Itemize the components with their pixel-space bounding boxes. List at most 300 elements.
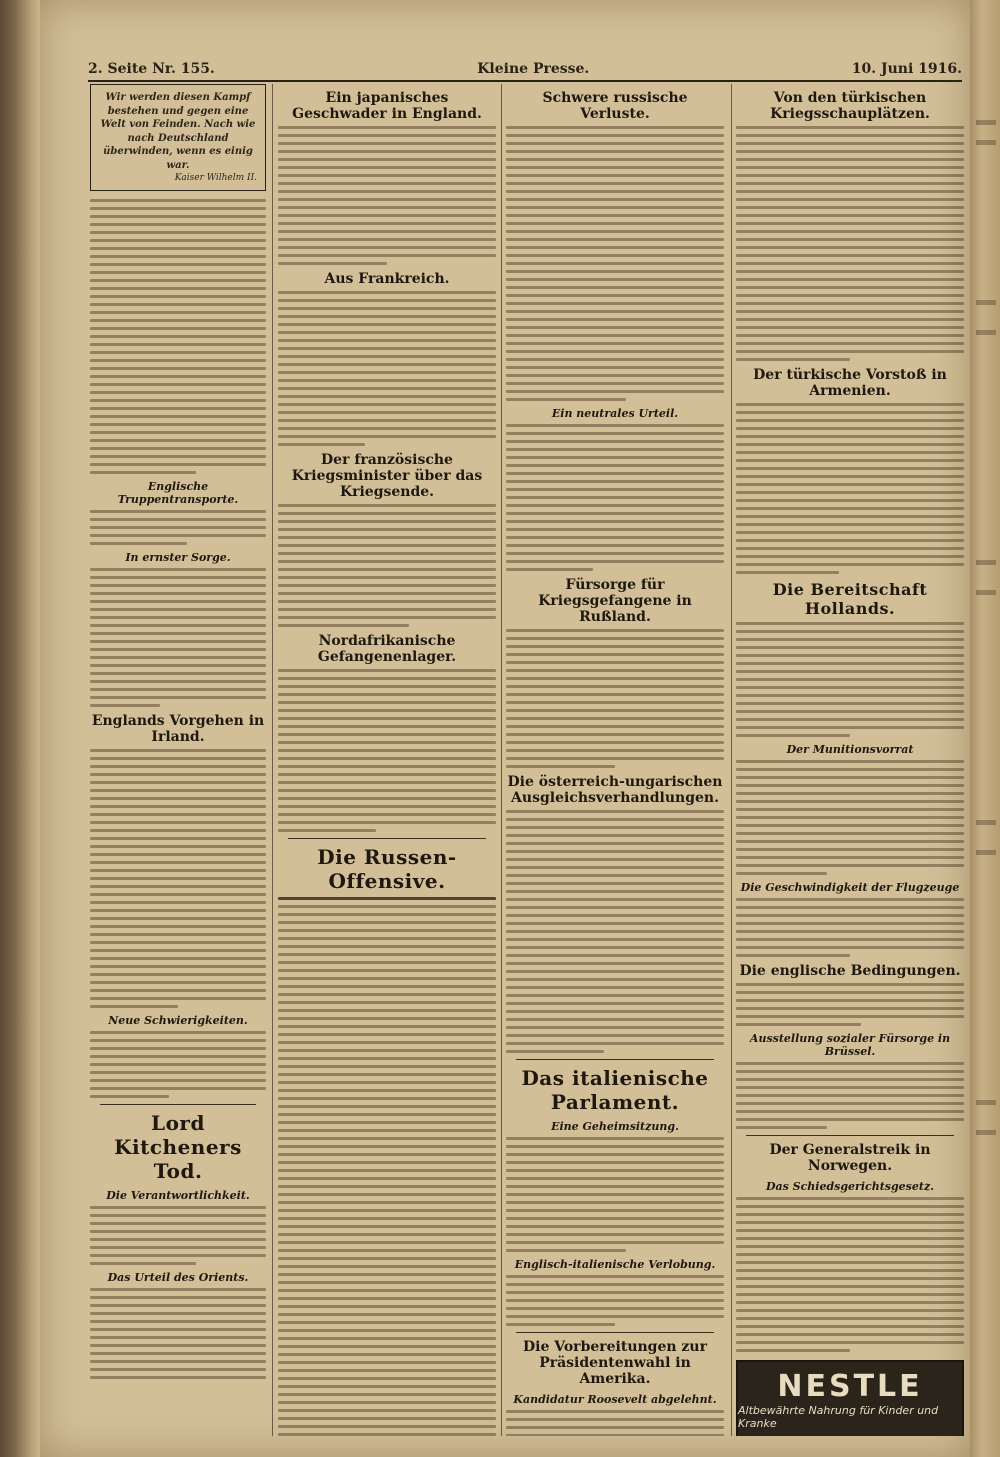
page-number: 2. Seite Nr. 155.	[88, 61, 215, 77]
text-line	[736, 1126, 827, 1129]
text-line	[90, 933, 266, 936]
article-subheadline: Die Verantwortlichkeit.	[106, 1189, 250, 1203]
text-line	[90, 797, 266, 800]
text-line	[90, 861, 266, 864]
text-line	[90, 957, 266, 960]
text-line	[90, 901, 266, 904]
text-line	[90, 813, 266, 816]
text-line	[736, 467, 964, 470]
text-line	[506, 472, 724, 475]
text-line	[278, 1065, 496, 1068]
text-line	[736, 491, 964, 494]
quote-box	[90, 84, 266, 191]
article-headline: Englische Truppentransporte.	[117, 480, 239, 507]
text-line	[90, 949, 266, 952]
text-line	[278, 1425, 496, 1428]
text-line	[736, 638, 964, 641]
text-line	[90, 510, 266, 513]
text-line	[278, 789, 496, 792]
text-line	[736, 678, 964, 681]
text-line	[90, 263, 266, 266]
text-line	[278, 821, 496, 824]
text-line	[90, 965, 266, 968]
book-binding	[0, 0, 40, 1457]
text-line	[278, 805, 496, 808]
article-body	[736, 1062, 964, 1129]
text-line	[278, 584, 496, 587]
text-line	[506, 382, 724, 385]
text-line	[736, 563, 964, 566]
text-line	[278, 1433, 496, 1436]
text-line	[278, 693, 496, 696]
article-headline: Die Russen-Offensive.	[317, 845, 457, 893]
text-line	[278, 1185, 496, 1188]
article-body	[278, 291, 496, 446]
text-line	[506, 1153, 724, 1156]
text-line	[506, 954, 724, 957]
text-line	[736, 768, 964, 771]
text-line	[90, 295, 266, 298]
article-body	[736, 403, 964, 574]
text-line	[278, 387, 496, 390]
text-line	[90, 600, 266, 603]
text-line	[506, 637, 724, 640]
text-line	[278, 150, 496, 153]
text-line	[736, 726, 964, 729]
text-line	[278, 913, 496, 916]
text-line	[736, 230, 964, 233]
text-line	[90, 877, 266, 880]
text-line	[506, 701, 724, 704]
text-line	[278, 536, 496, 539]
text-line	[506, 1193, 724, 1196]
text-line	[736, 930, 964, 933]
text-line	[278, 1217, 496, 1220]
text-line	[90, 1039, 266, 1042]
text-line	[506, 898, 724, 901]
text-line	[506, 1315, 724, 1318]
text-line	[506, 166, 724, 169]
text-line	[278, 246, 496, 249]
text-line	[506, 1299, 724, 1302]
text-line	[278, 1025, 496, 1028]
text-line	[506, 1217, 724, 1220]
text-line	[736, 435, 964, 438]
text-line	[736, 206, 964, 209]
article-headline: Aus Frankreich.	[324, 271, 450, 287]
text-line	[278, 1009, 496, 1012]
text-line	[736, 718, 964, 721]
article-body	[736, 760, 964, 875]
newspaper-name: Kleine Presse.	[477, 61, 590, 77]
text-line	[90, 1055, 266, 1058]
text-line	[90, 656, 266, 659]
text-line	[90, 805, 266, 808]
text-line	[506, 126, 724, 129]
text-line	[506, 1283, 724, 1286]
text-line	[278, 624, 409, 627]
text-line	[90, 287, 266, 290]
text-line	[736, 419, 964, 422]
text-line	[506, 962, 724, 965]
article-body	[506, 1410, 724, 1436]
text-line	[736, 238, 964, 241]
text-line	[278, 395, 496, 398]
text-line	[90, 1262, 196, 1265]
text-line	[90, 773, 266, 776]
text-line	[90, 1360, 266, 1363]
article-headline: Der Generalstreik in Norwegen.	[769, 1142, 931, 1174]
text-line	[506, 749, 724, 752]
text-line	[90, 207, 266, 210]
text-line	[278, 254, 496, 257]
text-line	[278, 1417, 496, 1420]
text-line	[506, 946, 724, 949]
text-line	[90, 1047, 266, 1050]
text-line	[90, 981, 266, 984]
text-line	[506, 1018, 724, 1021]
text-line	[736, 1023, 861, 1026]
text-line	[278, 1241, 496, 1244]
text-line	[736, 622, 964, 625]
text-line	[736, 1261, 964, 1264]
text-line	[736, 1197, 964, 1200]
text-line	[278, 238, 496, 241]
divider	[516, 1059, 714, 1060]
text-line	[506, 528, 724, 531]
text-line	[506, 629, 724, 632]
text-line	[736, 326, 964, 329]
text-line	[506, 709, 724, 712]
text-line	[90, 608, 266, 611]
divider	[288, 838, 486, 839]
text-line	[90, 455, 266, 458]
text-line	[278, 544, 496, 547]
text-line	[90, 1079, 266, 1082]
text-line	[90, 447, 266, 450]
text-line	[278, 1281, 496, 1284]
text-line	[506, 1161, 724, 1164]
text-line	[90, 1063, 266, 1066]
text-line	[506, 677, 724, 680]
text-line	[736, 403, 964, 406]
text-line	[278, 379, 496, 382]
text-line	[90, 1005, 178, 1008]
text-line	[506, 818, 724, 821]
text-line	[90, 375, 266, 378]
text-line	[90, 648, 266, 651]
text-line	[90, 247, 266, 250]
text-line	[506, 230, 724, 233]
text-line	[506, 1291, 724, 1294]
text-line	[736, 278, 964, 281]
text-line	[90, 576, 266, 579]
text-line	[506, 190, 724, 193]
text-line	[506, 1169, 724, 1172]
article-body	[736, 898, 964, 957]
text-line	[90, 757, 266, 760]
text-line	[90, 1368, 266, 1371]
text-line	[506, 552, 724, 555]
article-body	[736, 983, 964, 1026]
text-line	[278, 1273, 496, 1276]
text-line	[278, 198, 496, 201]
text-line	[506, 661, 724, 664]
text-line	[90, 423, 266, 426]
text-line	[736, 1309, 964, 1312]
text-line	[278, 1329, 496, 1332]
article-subheadline: Kandidatur Roosevelt abgelehnt.	[513, 1393, 717, 1406]
text-line	[90, 893, 266, 896]
text-line	[736, 840, 964, 843]
text-line	[736, 182, 964, 185]
text-line	[506, 504, 724, 507]
text-line	[506, 358, 724, 361]
text-line	[278, 1377, 496, 1380]
text-line	[736, 286, 964, 289]
text-line	[506, 866, 724, 869]
article-body	[278, 126, 496, 265]
text-line	[736, 254, 964, 257]
text-line	[506, 930, 724, 933]
text-line	[278, 829, 376, 832]
text-line	[90, 837, 266, 840]
text-line	[506, 286, 724, 289]
text-line	[278, 1105, 496, 1108]
text-line	[90, 335, 266, 338]
text-line	[506, 150, 724, 153]
article-subheadline: Das Schiedsgerichtsgesetz.	[765, 1180, 935, 1193]
text-line	[506, 826, 724, 829]
text-line	[506, 810, 724, 813]
text-line	[736, 702, 964, 705]
text-line	[278, 560, 496, 563]
text-line	[736, 1301, 964, 1304]
adjacent-text-fragment	[976, 850, 996, 855]
divider	[746, 1135, 954, 1136]
text-line	[506, 342, 724, 345]
text-line	[278, 1033, 496, 1036]
text-line	[90, 526, 266, 529]
article-body	[278, 504, 496, 627]
quote-text: Wir werden diesen Kampf bestehen und gegen eine Welt von Feinden. Nach wie nach Deutschland überwinden, wenn es einig war.	[100, 92, 256, 171]
text-line	[90, 885, 266, 888]
text-line	[90, 1238, 266, 1241]
text-line	[278, 1129, 496, 1132]
divider	[516, 1332, 714, 1333]
text-line	[506, 568, 593, 571]
text-line	[736, 262, 964, 265]
article-subheadline: Der Munitionsvorrat	[786, 743, 914, 756]
text-line	[90, 319, 266, 322]
text-line	[278, 134, 496, 137]
text-line	[278, 1017, 496, 1020]
text-line	[736, 983, 964, 986]
text-line	[278, 725, 496, 728]
article-headline: Das italienische Parlament.	[521, 1066, 709, 1114]
text-line	[278, 126, 496, 129]
text-line	[506, 1426, 724, 1429]
article-headline: Ein neutrales Urteil.	[551, 407, 679, 420]
adjacent-text-fragment	[976, 1130, 996, 1135]
text-line	[278, 363, 496, 366]
text-line	[736, 646, 964, 649]
text-line	[506, 757, 724, 760]
text-line	[90, 1296, 266, 1299]
article-headline: Die englische Bedingungen.	[739, 963, 961, 979]
text-line	[278, 371, 496, 374]
article-headline: Nordafrikanische Gefangenenlager.	[317, 633, 457, 665]
article-headline: Von den türkischen Kriegsschauplätzen.	[770, 90, 930, 122]
text-line	[278, 953, 496, 956]
text-line	[736, 670, 964, 673]
text-line	[506, 520, 724, 523]
text-line	[506, 1026, 724, 1029]
text-line	[506, 986, 724, 989]
text-line	[506, 142, 724, 145]
text-line	[736, 174, 964, 177]
text-line	[90, 765, 266, 768]
text-line	[506, 890, 724, 893]
text-line	[736, 310, 964, 313]
text-line	[278, 733, 496, 736]
text-line	[90, 1344, 266, 1347]
text-line	[736, 246, 964, 249]
text-line	[90, 215, 266, 218]
text-line	[506, 1201, 724, 1204]
text-line	[278, 1289, 496, 1292]
text-line	[90, 351, 266, 354]
text-line	[736, 808, 964, 811]
text-line	[736, 734, 850, 737]
text-line	[90, 359, 266, 362]
text-line	[90, 327, 266, 330]
text-line	[736, 832, 964, 835]
text-line	[506, 1323, 615, 1326]
text-line	[506, 1002, 724, 1005]
text-line	[506, 512, 724, 515]
text-line	[90, 1336, 266, 1339]
text-line	[506, 456, 724, 459]
text-line	[278, 190, 496, 193]
text-line	[90, 367, 266, 370]
text-line	[90, 704, 160, 707]
text-line	[506, 1410, 724, 1413]
text-line	[506, 270, 724, 273]
text-line	[506, 334, 724, 337]
text-line	[736, 1269, 964, 1272]
text-line	[506, 238, 724, 241]
text-line	[90, 303, 266, 306]
text-line	[278, 315, 496, 318]
text-line	[736, 654, 964, 657]
text-line	[90, 909, 266, 912]
text-line	[736, 134, 964, 137]
text-line	[736, 294, 964, 297]
text-line	[90, 399, 266, 402]
text-line	[278, 1337, 496, 1340]
text-line	[736, 1277, 964, 1280]
text-line	[736, 1078, 964, 1081]
text-line	[90, 917, 266, 920]
text-line	[90, 1031, 266, 1034]
column-rule	[272, 84, 273, 1436]
text-line	[506, 741, 724, 744]
text-line	[90, 1320, 266, 1323]
text-line	[736, 499, 964, 502]
text-line	[90, 255, 266, 258]
text-line	[90, 199, 266, 202]
text-line	[90, 829, 266, 832]
text-line	[90, 1352, 266, 1355]
text-line	[506, 906, 724, 909]
text-line	[278, 1081, 496, 1084]
text-line	[736, 710, 964, 713]
text-line	[736, 523, 964, 526]
text-line	[278, 1401, 496, 1404]
article-body	[90, 1031, 266, 1098]
text-line	[506, 310, 724, 313]
text-line	[506, 374, 724, 377]
text-line	[506, 1225, 724, 1228]
text-line	[278, 813, 496, 816]
text-line	[278, 339, 496, 342]
text-line	[278, 937, 496, 940]
text-line	[506, 214, 724, 217]
text-line	[506, 1050, 604, 1053]
text-line	[506, 246, 724, 249]
article-headline: Fürsorge für Kriegsgefangene in Rußland.	[538, 577, 692, 625]
text-line	[506, 544, 724, 547]
text-line	[736, 1094, 964, 1097]
text-line	[278, 299, 496, 302]
text-line	[736, 1317, 964, 1320]
text-line	[278, 985, 496, 988]
text-line	[736, 1007, 964, 1010]
text-line	[90, 1206, 266, 1209]
text-line	[736, 1221, 964, 1224]
article-body	[736, 126, 964, 361]
text-line	[90, 463, 266, 466]
text-line	[90, 1376, 266, 1379]
article-body	[90, 568, 266, 707]
text-line	[90, 845, 266, 848]
text-line	[278, 307, 496, 310]
text-line	[736, 1118, 964, 1121]
text-line	[90, 279, 266, 282]
text-line	[506, 326, 724, 329]
text-line	[278, 897, 496, 900]
text-line	[736, 872, 827, 875]
text-line	[90, 664, 266, 667]
text-line	[278, 1089, 496, 1092]
text-line	[736, 531, 964, 534]
text-line	[278, 701, 496, 704]
text-line	[506, 464, 724, 467]
article-body	[90, 510, 266, 545]
text-line	[506, 158, 724, 161]
text-line	[90, 1254, 266, 1257]
text-line	[278, 512, 496, 515]
text-line	[736, 848, 964, 851]
text-line	[736, 539, 964, 542]
text-line	[90, 471, 196, 474]
text-line	[506, 834, 724, 837]
text-line	[506, 440, 724, 443]
ad-brand: NESTLE	[777, 1368, 923, 1404]
text-line	[506, 1137, 724, 1140]
text-line	[736, 198, 964, 201]
